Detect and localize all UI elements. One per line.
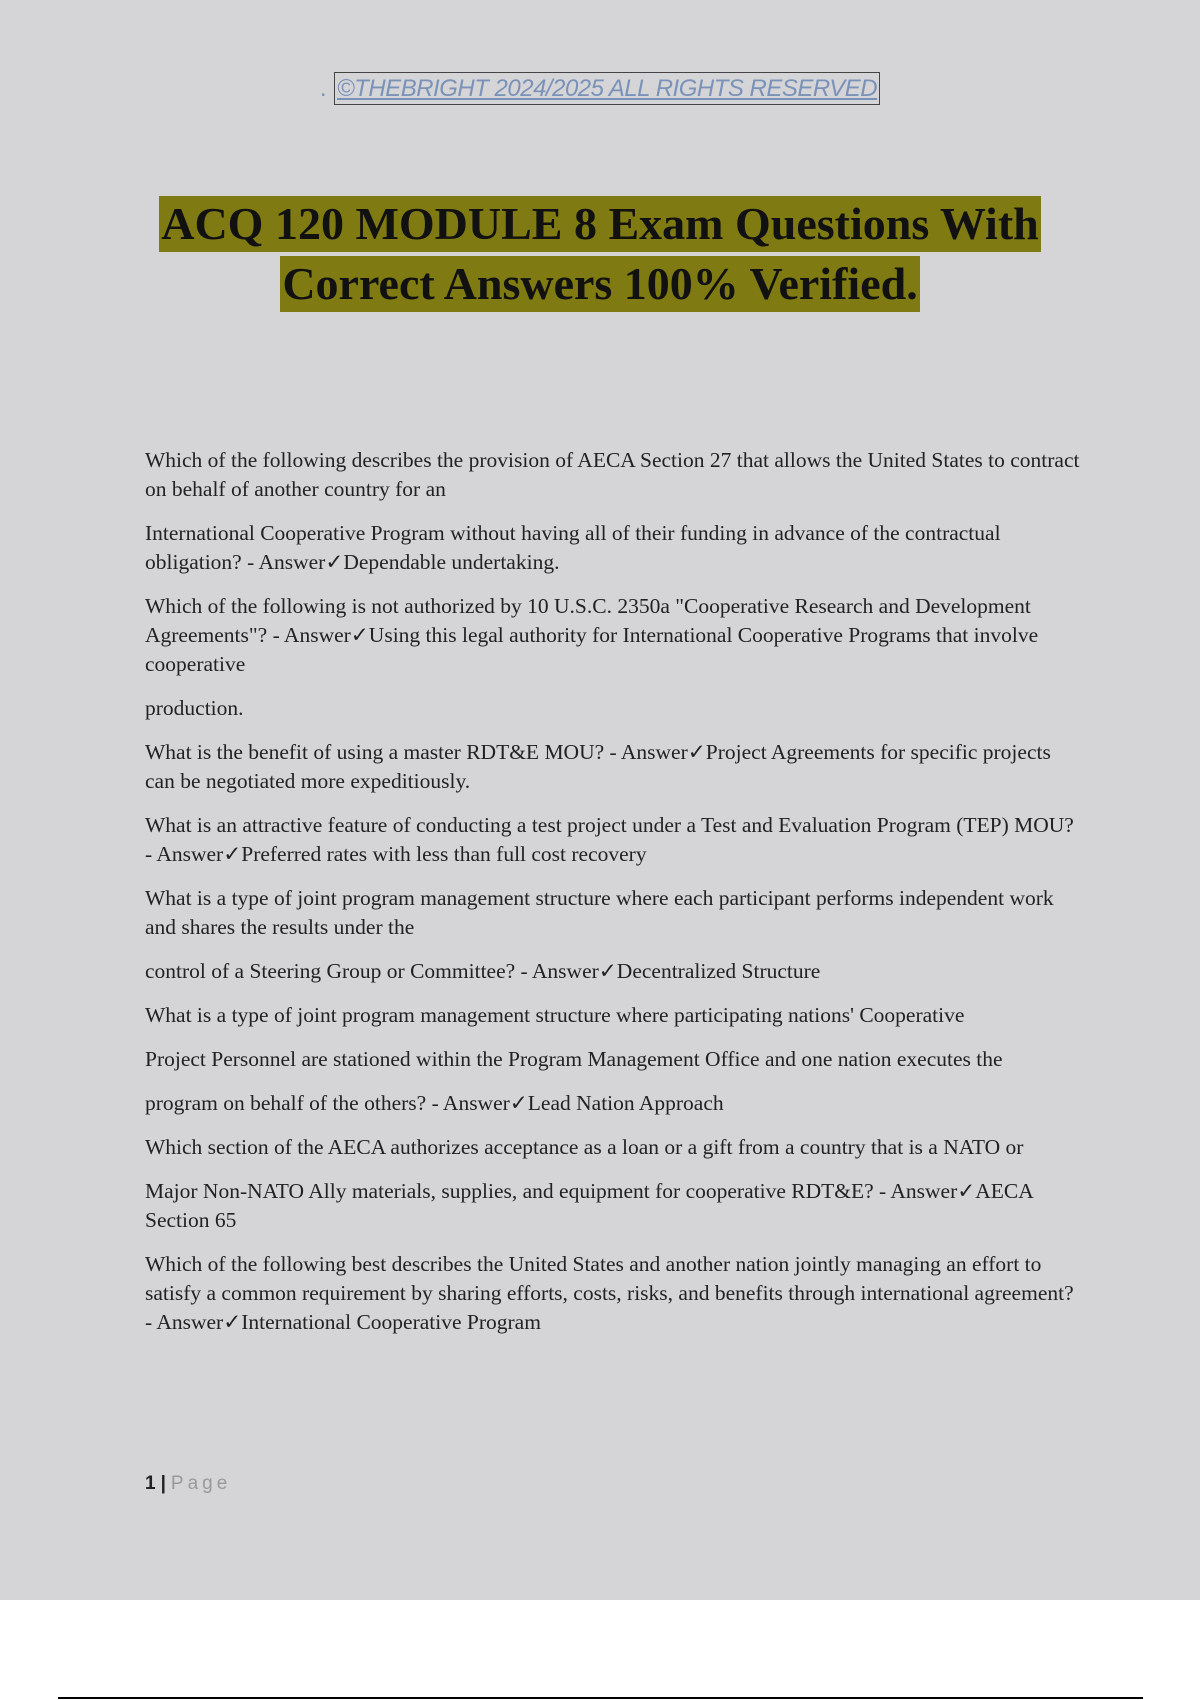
page-footer [145, 1473, 231, 1495]
bottom-divider [58, 1697, 1143, 1699]
page-label: Page [170, 1473, 232, 1494]
paragraph: production. [145, 696, 244, 720]
paragraph: program on behalf of the others? - Answer✓Lead Nation Approach [145, 1091, 724, 1115]
paragraph: Which of the following is not authorized by 10 U.S.C. 2350a "Cooperative Research and Development Agreements"? - Answer✓Using this legal authority for International Cooperative Programs that involve cooperative [145, 594, 1039, 676]
footer-separator: | [160, 1473, 166, 1494]
title-line-2: Correct Answers 100% Verified. [280, 256, 919, 312]
paragraph: Which of the following best describes the United States and another nation jointly managing an effort to satisfy a common requirement by sharing efforts, costs, risks, and benefits through international agreement? - Answer✓International Cooperative Program [145, 1252, 1074, 1334]
paragraph: International Cooperative Program without having all of their funding in advance of the contractual obligation? - Answer✓Dependable undertaking. [145, 521, 1001, 574]
paragraph: Which of the following describes the provision of AECA Section 27 that allows the United States to contract on behalf of another country for an [145, 448, 1080, 501]
title-line-1: ACQ 120 MODULE 8 Exam Questions With [159, 196, 1041, 252]
question-list [145, 446, 1085, 1352]
paragraph: What is the benefit of using a master RDT&E MOU? - Answer✓Project Agreements for specific projects can be negotiated more expeditiously. [145, 740, 1051, 793]
document-title [0, 196, 1200, 316]
header-dot: . [319, 75, 327, 102]
copyright-header [0, 72, 1200, 105]
paragraph: Major Non-NATO Ally materials, supplies, and equipment for cooperative RDT&E? - Answer✓AECA Section 65 [145, 1179, 1033, 1232]
page-number: 1 [145, 1473, 156, 1494]
copyright-notice: ©THEBRIGHT 2024/2025 ALL RIGHTS RESERVED [334, 72, 880, 105]
paragraph: What is a type of joint program management structure where participating nations' Cooperative [145, 1003, 965, 1027]
paragraph: control of a Steering Group or Committee? - Answer✓Decentralized Structure [145, 959, 821, 983]
paragraph: What is an attractive feature of conducting a test project under a Test and Evaluation Program (TEP) MOU? - Answer✓Preferred rates with less than full cost recovery [145, 813, 1074, 866]
paragraph: What is a type of joint program management structure where each participant performs independent work and shares the results under the [145, 886, 1054, 939]
paragraph: Project Personnel are stationed within the Program Management Office and one nation executes the [145, 1047, 1003, 1071]
paragraph: Which section of the AECA authorizes acceptance as a loan or a gift from a country that is a NATO or [145, 1135, 1024, 1159]
